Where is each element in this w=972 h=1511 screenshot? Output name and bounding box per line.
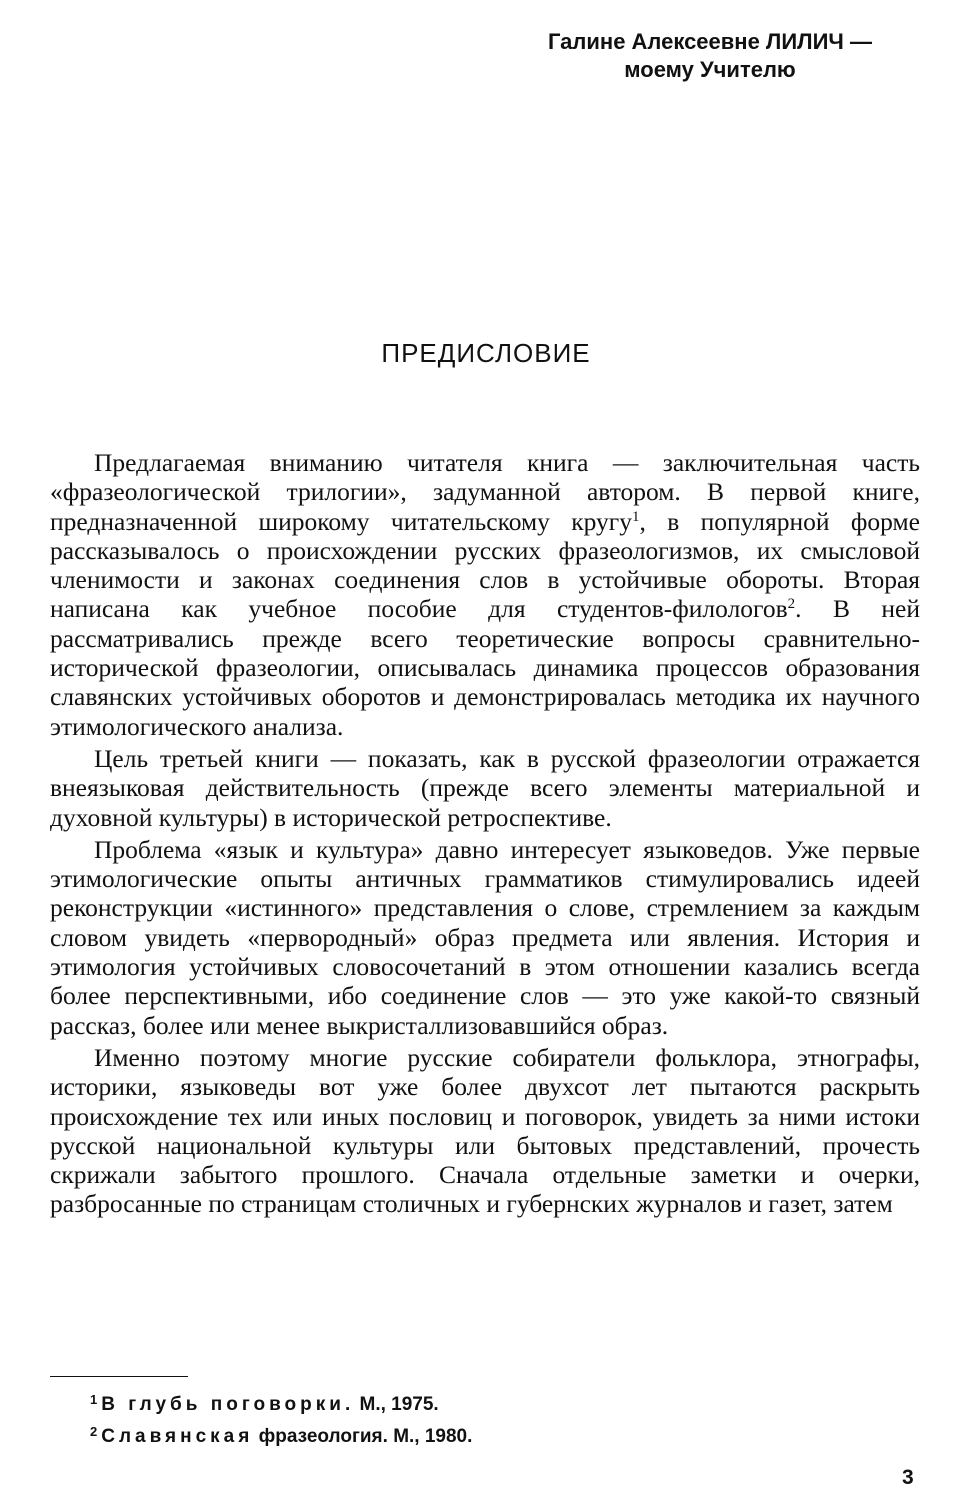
- paragraph-1-part-b: , в популярной форме рассказывалось о происхождении русских фразеологизмов, их смысловой членимости и законах соединения слов в устойчивые обороты. Вторая написана как учебное пособие для студентов-филологов: [50, 506, 920, 624]
- footnotes: [90, 1386, 910, 1450]
- footnote-1-source: М., 1975.: [354, 1394, 439, 1415]
- footnote-1-title: В глубь поговорки.: [101, 1394, 355, 1415]
- page-title: ПРЕДИСЛОВИЕ: [381, 338, 591, 368]
- footnote-2-title: Славянская: [101, 1426, 254, 1447]
- dedication: [520, 28, 900, 84]
- footnote-ref-2: 2: [787, 596, 796, 613]
- footnote-ref-1: 1: [632, 508, 640, 525]
- paragraph-3: Проблема «язык и культура» давно интересует языковедов. Уже первые этимологические опыты античных грамматиков стимулировались идеей реконструкции «истинного» представления о слове, стремлением за каждым словом увидеть «первородный» образ предмета или явления. История и этимология устойчивых словосочетаний в этом отношении казались всегда более перспективными, ибо соединение слов — это уже какой-то связный рассказ, более или менее выкристаллизовавшийся образ.: [50, 834, 920, 1040]
- page-number: 3: [902, 1466, 914, 1489]
- dedication-line-2: моему Учителю: [624, 57, 796, 82]
- footnote-divider: [50, 1376, 188, 1377]
- paragraph-4: Именно поэтому многие русские собиратели фольклора, этнографы, историки, языковеды вот уже более двухсот лет пытаются раскрыть происхождение тех или иных пословиц и поговорок, увидеть за ними истоки русской национальной культуры или бытовых представлений, прочесть скрижали забытого прошлого. Сначала отдельные заметки и очерки, разбросанные по страницам столичных и губернских журналов и газет, затем: [50, 1042, 920, 1219]
- footnote-2-source: фразеология. М., 1980.: [253, 1426, 473, 1447]
- footnote-1-number: 1: [90, 1392, 98, 1407]
- footnote-2: [90, 1418, 910, 1450]
- paragraph-1: [50, 448, 920, 741]
- footnote-2-number: 2: [90, 1424, 98, 1439]
- footnote-1: [90, 1386, 910, 1418]
- paragraph-2: Цель третьей книги — показать, как в русской фразеологии отражается внеязыковая действительность (прежде всего элементы материальной и духовной культуры) в исторической ретроспективе.: [50, 743, 920, 832]
- body-text: [50, 448, 920, 1222]
- paragraph-1-part-c: . В ней рассматривались прежде всего теоретические вопросы сравнительно-исторической фразеологии, описывалась динамика процессов образования славянских устойчивых оборотов и демонстрировалась методика их научного этимологического анализа.: [50, 594, 920, 741]
- paragraph-1-part-a: Предлагаемая вниманию читателя книга — заключительная часть «фразеологической трилогии», задуманной автором. В первой книге, предназначенной широкому читательскому кругу: [50, 448, 920, 536]
- dedication-line-1: Галине Алексеевне ЛИЛИЧ —: [547, 29, 873, 54]
